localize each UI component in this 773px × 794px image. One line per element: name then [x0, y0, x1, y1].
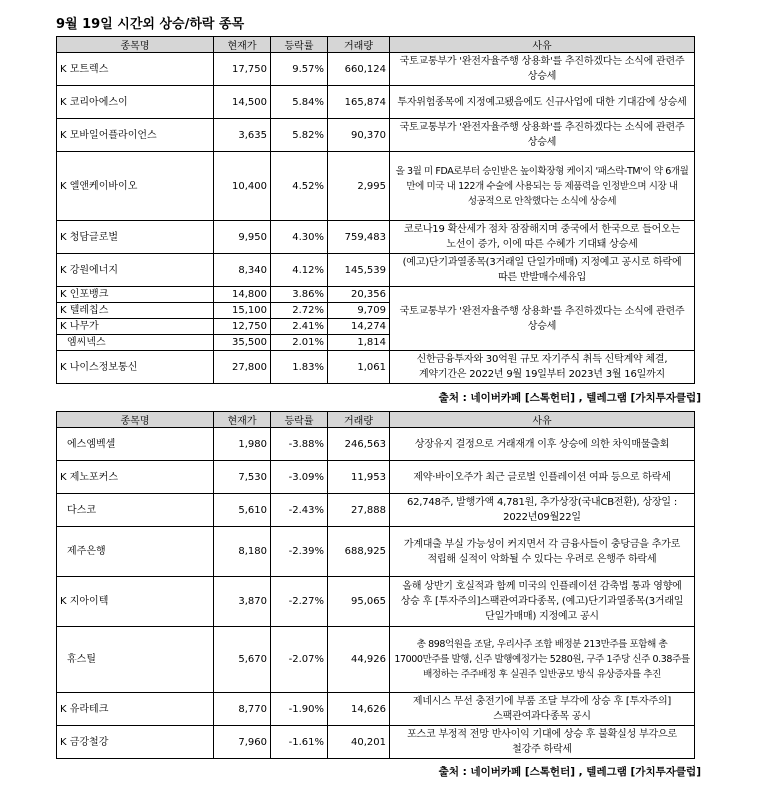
stock-reason: 제약·바이오주가 최근 글로벌 인플레이션 여파 등으로 하락세 — [390, 461, 695, 494]
table-row — [57, 86, 695, 119]
stock-volume: 759,483 — [328, 221, 390, 254]
rising-stocks-table — [56, 36, 695, 384]
header-reason: 사유 — [390, 37, 695, 53]
stock-price: 12,750 — [214, 319, 271, 335]
stock-volume: 688,925 — [328, 527, 390, 577]
table-row — [57, 428, 695, 461]
stock-price: 10,400 — [214, 152, 271, 221]
table-row — [57, 627, 695, 693]
table-row — [57, 726, 695, 759]
table-row — [57, 693, 695, 726]
stock-price: 5,610 — [214, 494, 271, 527]
stock-price: 8,180 — [214, 527, 271, 577]
table-row — [57, 494, 695, 527]
stock-change: -3.88% — [271, 428, 328, 461]
stock-price: 14,500 — [214, 86, 271, 119]
stock-change: -2.07% — [271, 627, 328, 693]
table-row — [57, 287, 695, 303]
stock-change: -2.39% — [271, 527, 328, 577]
stock-change: 3.86% — [271, 287, 328, 303]
header-name: 종목명 — [57, 412, 214, 428]
stock-volume: 40,201 — [328, 726, 390, 759]
table-row — [57, 152, 695, 221]
stock-name: 엠씨넥스 — [57, 335, 214, 351]
stock-name: K 금강철강 — [57, 726, 214, 759]
stock-price: 3,635 — [214, 119, 271, 152]
stock-change: 4.52% — [271, 152, 328, 221]
stock-reason-group: 국토교통부가 '완전자율주행 상용화'를 추진하겠다는 소식에 관련주 상승세 — [390, 287, 695, 351]
stock-volume: 27,888 — [328, 494, 390, 527]
stock-name: K 청담글로벌 — [57, 221, 214, 254]
stock-reason: 제네시스 무선 충전기에 부품 조달 부각에 상승 후 [투자주의]스팩관여과다종목 공시 — [390, 693, 695, 726]
stock-price: 14,800 — [214, 287, 271, 303]
header-change: 등락률 — [271, 37, 328, 53]
stock-price: 1,980 — [214, 428, 271, 461]
stock-name: K 지아이텍 — [57, 577, 214, 627]
stock-name: 다스코 — [57, 494, 214, 527]
stock-price: 9,950 — [214, 221, 271, 254]
page-title: 9월 19일 시간외 상승/하락 종목 — [56, 17, 245, 32]
stock-volume: 90,370 — [328, 119, 390, 152]
source-note: 출처 : 네이버카페 [스톡헌터] , 텔레그램 [가치투자클럽] — [438, 766, 701, 778]
table-row — [57, 577, 695, 627]
stock-volume: 95,065 — [328, 577, 390, 627]
stock-price: 15,100 — [214, 303, 271, 319]
stock-reason: 코로나19 확산세가 점차 잠잠해지며 중국에서 한국으로 들어오는 노선이 증가, 이에 따른 수혜가 기대돼 상승세 — [390, 221, 695, 254]
stock-name: 에스엠벡셀 — [57, 428, 214, 461]
stock-name: K 코리아에스이 — [57, 86, 214, 119]
stock-name: K 텔레칩스 — [57, 303, 214, 319]
stock-volume: 246,563 — [328, 428, 390, 461]
stock-reason: 상장유지 결정으로 거래재개 이후 상승에 의한 차익매물출회 — [390, 428, 695, 461]
stock-change: 2.01% — [271, 335, 328, 351]
stock-price: 7,960 — [214, 726, 271, 759]
stock-reason: (예고)단기과열종목(3거래일 단일가매매) 지정예고 공시로 하락에 따른 반발매수세유입 — [390, 254, 695, 287]
header-price: 현재가 — [214, 37, 271, 53]
table-row — [57, 221, 695, 254]
stock-reason: 투자위험종목에 지정예고됐음에도 신규사업에 대한 기대감에 상승세 — [390, 86, 695, 119]
stock-volume: 14,626 — [328, 693, 390, 726]
stock-change: -2.43% — [271, 494, 328, 527]
stock-volume: 14,274 — [328, 319, 390, 335]
header-name: 종목명 — [57, 37, 214, 53]
stock-reason: 포스코 부정적 전망 반사이익 기대에 상승 후 불확실성 부각으로 철강주 하락세 — [390, 726, 695, 759]
stock-price: 3,870 — [214, 577, 271, 627]
stock-reason: 총 898억원을 조달, 우리사주 조합 배정분 213만주를 포함해 총 17000만주를 발행, 신주 발행예정가는 5280원, 구주 1주당 신주 0.38주를 배정하는 주주배정 후 실권주 일반공모 방식 유상증자를 추진 — [390, 627, 695, 693]
table-header-row — [57, 412, 695, 428]
stock-price: 8,770 — [214, 693, 271, 726]
stock-price: 5,670 — [214, 627, 271, 693]
stock-price: 7,530 — [214, 461, 271, 494]
stock-name: K 유라테크 — [57, 693, 214, 726]
header-volume: 거래량 — [328, 37, 390, 53]
stock-change: -2.27% — [271, 577, 328, 627]
stock-name: 휴스틸 — [57, 627, 214, 693]
stock-name: K 인포뱅크 — [57, 287, 214, 303]
stock-change: 5.84% — [271, 86, 328, 119]
stock-name: 제주은행 — [57, 527, 214, 577]
stock-reason: 올 3월 미 FDA로부터 승인받은 높이확장형 케이지 '패스락-TM'이 약 6개월 만에 미국 내 122개 수술에 사용되는 등 제품력을 인정받으며 시장 내 성공적으로 안착했다는 소식에 상승세 — [390, 152, 695, 221]
stock-volume: 1,814 — [328, 335, 390, 351]
stock-change: -1.90% — [271, 693, 328, 726]
stock-change: -1.61% — [271, 726, 328, 759]
stock-change: 1.83% — [271, 351, 328, 384]
stock-change: 5.82% — [271, 119, 328, 152]
stock-change: -3.09% — [271, 461, 328, 494]
stock-volume: 2,995 — [328, 152, 390, 221]
stock-reason: 가계대출 부실 가능성이 커지면서 각 금융사들이 충당금을 추가로 적립해 실적이 악화될 수 있다는 우려로 은행주 하락세 — [390, 527, 695, 577]
table-row — [57, 351, 695, 384]
stock-name: K 엘앤케이바이오 — [57, 152, 214, 221]
table-row — [57, 254, 695, 287]
header-change: 등락률 — [271, 412, 328, 428]
stock-name: K 나무가 — [57, 319, 214, 335]
stock-name: K 모바일어플라이언스 — [57, 119, 214, 152]
stock-reason: 국토교통부가 '완전자율주행 상용화'를 추진하겠다는 소식에 관련주 상승세 — [390, 119, 695, 152]
stock-change: 2.72% — [271, 303, 328, 319]
stock-volume: 165,874 — [328, 86, 390, 119]
stock-price: 35,500 — [214, 335, 271, 351]
stock-reason: 올해 상반기 호실적과 함께 미국의 인플레이션 감축법 통과 영향에 상승 후 [투자주의]스팩관여과다종목, (예고)단기과열종목(3거래일 단일가매매) 지정예고 공시 — [390, 577, 695, 627]
stock-reason: 국토교통부가 '완전자율주행 상용화'를 추진하겠다는 소식에 관련주 상승세 — [390, 53, 695, 86]
stock-name: K 제노포커스 — [57, 461, 214, 494]
stock-price: 8,340 — [214, 254, 271, 287]
falling-stocks-table — [56, 411, 695, 759]
stock-reason: 신한금융투자와 30억원 규모 자기주식 취득 신탁계약 체결, 계약기간은 2022년 9월 19일부터 2023년 3월 16일까지 — [390, 351, 695, 384]
stock-volume: 11,953 — [328, 461, 390, 494]
stock-change: 9.57% — [271, 53, 328, 86]
header-price: 현재가 — [214, 412, 271, 428]
stock-reason: 62,748주, 발행가액 4,781원, 추가상장(국내CB전환), 상장일 : 2022년09월22일 — [390, 494, 695, 527]
stock-volume: 660,124 — [328, 53, 390, 86]
stock-change: 4.12% — [271, 254, 328, 287]
header-volume: 거래량 — [328, 412, 390, 428]
table-row — [57, 119, 695, 152]
table-row — [57, 527, 695, 577]
stock-change: 4.30% — [271, 221, 328, 254]
table-row — [57, 461, 695, 494]
table-row — [57, 53, 695, 86]
table-header-row — [57, 37, 695, 53]
stock-name: K 나이스정보통신 — [57, 351, 214, 384]
stock-volume: 145,539 — [328, 254, 390, 287]
stock-price: 27,800 — [214, 351, 271, 384]
stock-name: K 모트렉스 — [57, 53, 214, 86]
stock-price: 17,750 — [214, 53, 271, 86]
stock-volume: 9,709 — [328, 303, 390, 319]
stock-change: 2.41% — [271, 319, 328, 335]
stock-volume: 44,926 — [328, 627, 390, 693]
source-note: 출처 : 네이버카페 [스톡헌터] , 텔레그램 [가치투자클럽] — [438, 392, 701, 404]
stock-volume: 20,356 — [328, 287, 390, 303]
header-reason: 사유 — [390, 412, 695, 428]
stock-volume: 1,061 — [328, 351, 390, 384]
stock-name: K 강원에너지 — [57, 254, 214, 287]
